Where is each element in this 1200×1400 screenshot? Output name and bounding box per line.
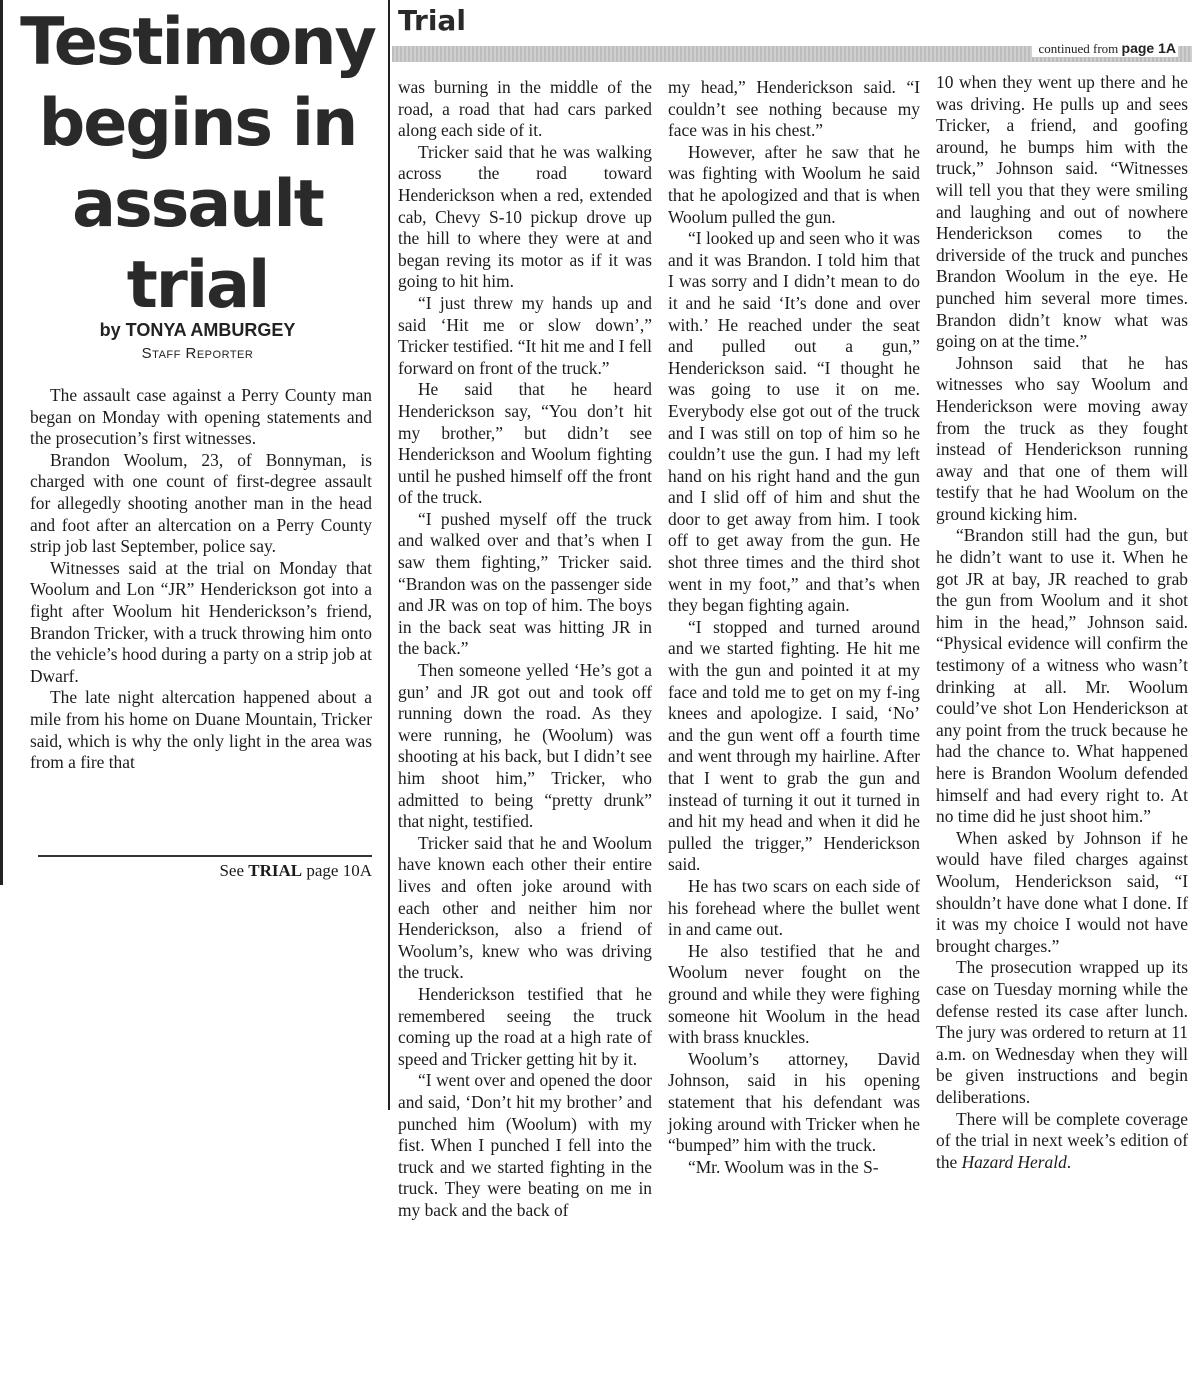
section-label: Trial bbox=[398, 4, 466, 37]
paragraph-text: my head,” Henderickson said. “I couldn’t see nothing because my face was in his chest.” bbox=[668, 77, 920, 141]
headline-line: trial bbox=[126, 248, 269, 323]
left-column-rule bbox=[0, 0, 3, 885]
article-column-3 bbox=[936, 72, 1188, 1173]
article-column-2 bbox=[668, 77, 920, 1178]
headline bbox=[20, 2, 375, 326]
byline-role: Staff Reporter bbox=[141, 345, 254, 362]
story-body bbox=[30, 385, 372, 774]
paragraph-end: . bbox=[1066, 1151, 1072, 1172]
front-page-story bbox=[0, 0, 388, 1400]
continued-page: page 1A bbox=[1121, 40, 1176, 56]
paragraph-text: There will be complete coverage of the trial in next week’s edition of the bbox=[936, 1108, 1188, 1172]
paragraph bbox=[398, 660, 652, 833]
headline-line: begins in bbox=[38, 86, 357, 161]
paragraph bbox=[936, 72, 1188, 353]
paragraph bbox=[398, 142, 652, 293]
continued-text: continued from bbox=[1038, 41, 1119, 56]
paragraph bbox=[668, 941, 920, 1049]
paragraph bbox=[936, 828, 1188, 958]
paragraph bbox=[668, 228, 920, 617]
jump-prefix: See bbox=[219, 861, 245, 880]
paragraph-text: Johnson said that he has witnesses who say Woolum and Henderickson were moving away from the truck as they fought instead of Henderickson running away and that one of them will testify that he had Woolum on the ground kicking him. bbox=[936, 352, 1188, 524]
paragraph-text: He said that he heard Henderickson say, “You don’t hit my brother,” but didn’t see Henderickson and Woolum fighting until he pushed himself off the front of the truck. bbox=[398, 379, 652, 508]
headline-line: assault bbox=[72, 167, 323, 242]
article-column-1 bbox=[398, 77, 652, 1221]
paragraph bbox=[936, 525, 1188, 827]
byline: by TONYA AMBURGEY bbox=[99, 320, 296, 340]
paragraph bbox=[668, 77, 920, 142]
paragraph-text: Tricker said that he and Woolum have known each other their entire lives and often joke around with each other and neither him nor Henderickson, also a friend of Woolum’s, knew who was driving the truck. bbox=[398, 832, 652, 983]
paragraph-text: “I pushed myself off the truck and walked over and that’s when I saw them fighting,” Tricker said. “Brandon was on the passenger side and JR was on top of him. The boys in the back seat was hitting JR in the back.” bbox=[398, 508, 652, 659]
paragraph: Witnesses said at the trial on Monday that Woolum and Lon “JR” Henderickson got into a fight after Woolum hit Henderickson’s friend, Brandon Tricker, with a truck throwing him onto the vehicle’s hood during a party on a strip job at Dwarf. bbox=[30, 557, 372, 686]
paragraph bbox=[398, 984, 652, 1070]
paragraph-text: However, after he saw that he was fighting with Woolum he said that he apologized and that is when Woolum pulled the gun. bbox=[668, 141, 920, 227]
paragraph bbox=[668, 142, 920, 228]
paragraph bbox=[936, 957, 1188, 1108]
paragraph-text: He has two scars on each side of his forehead where the bullet went in and came out. bbox=[668, 875, 920, 940]
paragraph bbox=[668, 617, 920, 876]
paragraph-text: “Mr. Woolum was in the S- bbox=[688, 1156, 879, 1177]
paragraph-text: was burning in the middle of the road, a road that had cars parked along each side of it. bbox=[398, 77, 652, 141]
paragraph bbox=[936, 353, 1188, 526]
paragraph bbox=[668, 1157, 920, 1179]
paragraph bbox=[398, 77, 652, 142]
paragraph-text: The prosecution wrapped up its case on Tuesday morning while the defense rested its case after lunch. The jury was ordered to return at 11 a.m. on Wednesday when they will be given instructions and begin deliberations. bbox=[936, 957, 1188, 1107]
paragraph-text: Woolum’s attorney, David Johnson, said in his opening statement that his defendant was joking around with Tricker when he “bumped” him with the truck. bbox=[668, 1048, 920, 1156]
paragraph-text: Henderickson testified that he remembered seeing the truck coming up the road at a high rate of speed and Tricker getting hit by it. bbox=[398, 983, 652, 1069]
paragraph-text: Tricker said that he was walking across the road toward Henderickson when a red, extended cab, Chevy S-10 pickup drove up the hill to where they were at and began reving its motor as if it was going to hit him. bbox=[398, 141, 652, 292]
paragraph: Brandon Woolum, 23, of Bonnyman, is charged with one count of first-degree assault for allegedly shooting another man in the head and foot after an altercation on a Perry County strip job last September, police say. bbox=[30, 449, 372, 557]
paragraph-text: Then someone yelled ‘He’s got a gun’ and JR got out and took off running down the road. As they were running, he (Woolum) was shooting at his back, but I didn’t see him shoot him,” Tricker, who admitted to being “pretty drunk” that night, testified. bbox=[398, 660, 652, 832]
paragraph bbox=[398, 509, 652, 660]
publication-name: Hazard Herald bbox=[961, 1151, 1067, 1172]
paragraph bbox=[398, 293, 652, 379]
paragraph: The late night altercation happened about a mile from his home on Duane Mountain, Tricker said, which is why the only light in the area was from a fire that bbox=[30, 687, 372, 773]
paragraph bbox=[668, 876, 920, 941]
paragraph bbox=[398, 833, 652, 984]
paragraph bbox=[936, 1109, 1188, 1174]
jump-line bbox=[38, 861, 372, 881]
paragraph-text: “Brandon still had the gun, but he didn’t want to use it. When he got JR at bay, JR reached to grab the gun from Woolum and it shot him in the head,” Johnson said. “Physical evidence will confirm the testimony of a witness who wasn’t drinking at all. Mr. Woolum could’ve shot Lon Henderickson at any point from the truck because he had the chance to. What happened here is Brandon Woolum defended himself and had every right to. At no time did he just shoot him.” bbox=[936, 525, 1188, 827]
paragraph-text: “I looked up and seen who it was and it was Brandon. I told him that I was sorry and I didn’t mean to do it and he said ‘It’s done and over with.’ He reached under the seat and pulled out a gun,” Henderickson said. “I thought he was going to use it on me. Everybody else got out of the truck and I was still on top of him so he couldn’t use the gun. I had my left hand on his right hand and the gun and I slid off of him and shut the door to get away from him. I took off to get away from the gun. He shot three times and the third shot went in my foot,” and that’s when they began fighting again. bbox=[668, 228, 920, 616]
continued-from bbox=[1032, 40, 1178, 57]
jump-keyword: TRIAL bbox=[248, 861, 303, 880]
paragraph bbox=[398, 379, 652, 509]
paragraph-text: “I went over and opened the door and said, ‘Don’t hit my brother’ and punched him (Woolum) with my fist. When I punched I fell into the truck and we started fighting in the truck. They were beating on me in my back and the back of bbox=[398, 1070, 652, 1220]
paragraph-text: When asked by Johnson if he would have filed charges against Woolum, Henderickson said, “I shouldn’t have done what I done. If it was my choice I would not have brought charges.” bbox=[936, 827, 1188, 956]
paragraph-text: He also testified that he and Woolum never fought on the ground and while they were fighing someone hit Woolum in the head with brass knuckles. bbox=[668, 940, 920, 1048]
headline-line: Testimony bbox=[20, 5, 375, 80]
paragraph bbox=[668, 1049, 920, 1157]
paragraph-text: “I stopped and turned around and we started fighting. He hit me with the gun and pointed it at my face and told me to get on my f-ing knees and apologize. I said, ‘No’ and the gun went off a fourth time and went through my hairline. After that I went to grab the gun and instead of turning it out it turned in and hit my head and when it did he pulled the trigger,” Henderickson said. bbox=[668, 616, 920, 875]
jump-page: page 10A bbox=[306, 861, 372, 880]
paragraph-text: “I just threw my hands up and said ‘Hit me or slow down’,” Tricker testified. “It hit me and I fell forward on front of the truck.” bbox=[398, 292, 652, 378]
story-end-rule bbox=[38, 855, 372, 857]
column-divider bbox=[388, 0, 390, 1110]
paragraph-text: 10 when they went up there and he was driving. He pulls up and sees Tricker, a friend, and goofing around, he bumps him with the truck,” Johnson said. “Witnesses will tell you that they were smiling and laughing and out of nowhere Henderickson comes to the driverside of the truck and punches Brandon Woolum in the eye. He punched him several more times. Brandon didn’t know what was going on at the time.” bbox=[936, 72, 1188, 352]
paragraph bbox=[398, 1070, 652, 1221]
paragraph: The assault case against a Perry County man began on Monday with opening statements and the prosecution’s first witnesses. bbox=[30, 385, 372, 449]
